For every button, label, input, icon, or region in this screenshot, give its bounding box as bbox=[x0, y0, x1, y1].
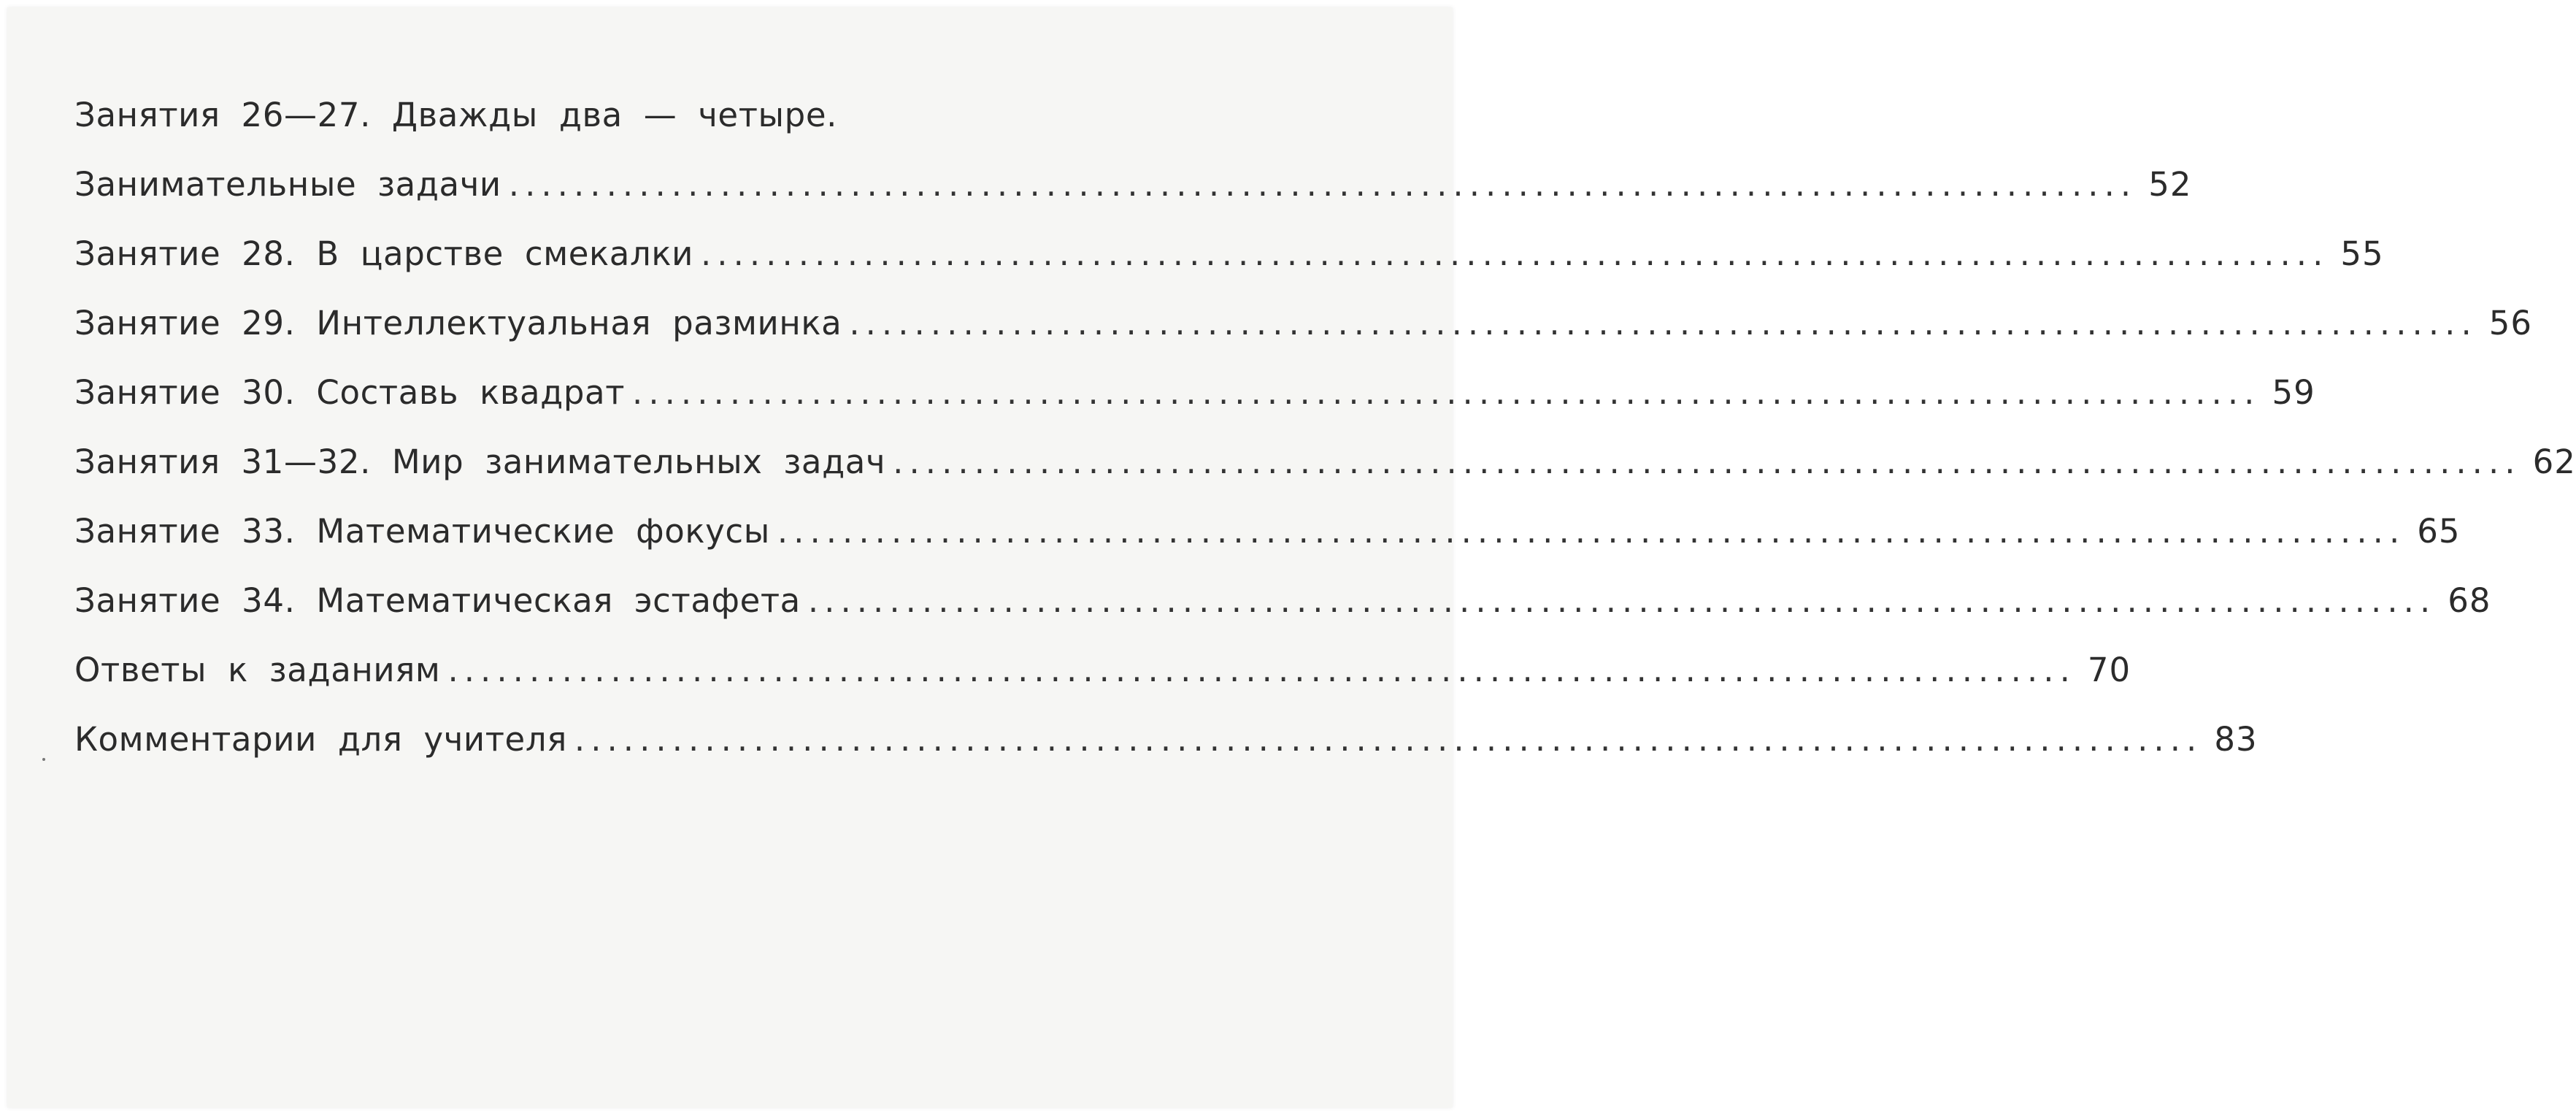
toc-page-number: 56 bbox=[2488, 304, 2533, 342]
toc-page-number: 68 bbox=[2448, 581, 2491, 620]
toc-page-number: 62 bbox=[2532, 442, 2576, 481]
dot-leader: .................................................................................................... bbox=[777, 512, 2406, 551]
toc-page-number: 55 bbox=[2340, 234, 2384, 273]
dot-leader: .................................................................................................... bbox=[632, 373, 2261, 412]
table-of-contents bbox=[74, 80, 2576, 774]
toc-entry bbox=[74, 150, 2192, 219]
toc-entry-label: Занятие 30. Составь квадрат bbox=[74, 373, 626, 412]
toc-entry-label: Занятие 29. Интеллектуальная разминка bbox=[74, 304, 842, 342]
toc-entry bbox=[74, 566, 2491, 635]
toc-entry bbox=[74, 219, 2384, 288]
toc-page-number: 65 bbox=[2417, 512, 2461, 551]
toc-page-number: 83 bbox=[2214, 720, 2258, 759]
toc-entry bbox=[74, 288, 2533, 358]
toc-entry bbox=[74, 497, 2461, 566]
toc-entry-label: Занятие 33. Математические фокусы bbox=[74, 512, 770, 551]
print-speck bbox=[42, 758, 45, 761]
toc-page-number: 52 bbox=[2148, 165, 2192, 204]
toc-entry bbox=[74, 705, 2258, 774]
dot-leader: .................................................................................................... bbox=[807, 581, 2437, 620]
toc-entry-label: Занятия 31—32. Мир занимательных задач bbox=[74, 442, 886, 481]
toc-entry-label: Ответы к заданиям bbox=[74, 651, 441, 689]
toc-entry-label: Занимательные задачи bbox=[74, 165, 501, 204]
toc-entry-heading-line: Занятия 26—27. Дважды два — четыре. bbox=[74, 96, 838, 134]
toc-entry-label: Комментарии для учителя bbox=[74, 720, 567, 759]
toc-page-number: 70 bbox=[2087, 651, 2131, 689]
toc-entry bbox=[74, 635, 2131, 705]
toc-entry-label: Занятие 34. Математическая эстафета bbox=[74, 581, 801, 620]
toc-entry bbox=[74, 427, 2576, 497]
dot-leader: .................................................................................................... bbox=[447, 651, 2076, 689]
dot-leader: .................................................................................................... bbox=[700, 234, 2329, 273]
toc-entry-label: Занятие 28. В царстве смекалки bbox=[74, 234, 693, 273]
toc-page-number: 59 bbox=[2272, 373, 2315, 412]
dot-leader: .................................................................................................... bbox=[508, 165, 2137, 204]
toc-entry bbox=[74, 358, 2315, 427]
book-page bbox=[7, 7, 2576, 1108]
dot-leader: .................................................................................................... bbox=[574, 720, 2203, 759]
dot-leader: .................................................................................................... bbox=[893, 442, 2521, 481]
dot-leader: .................................................................................................... bbox=[849, 304, 2477, 342]
